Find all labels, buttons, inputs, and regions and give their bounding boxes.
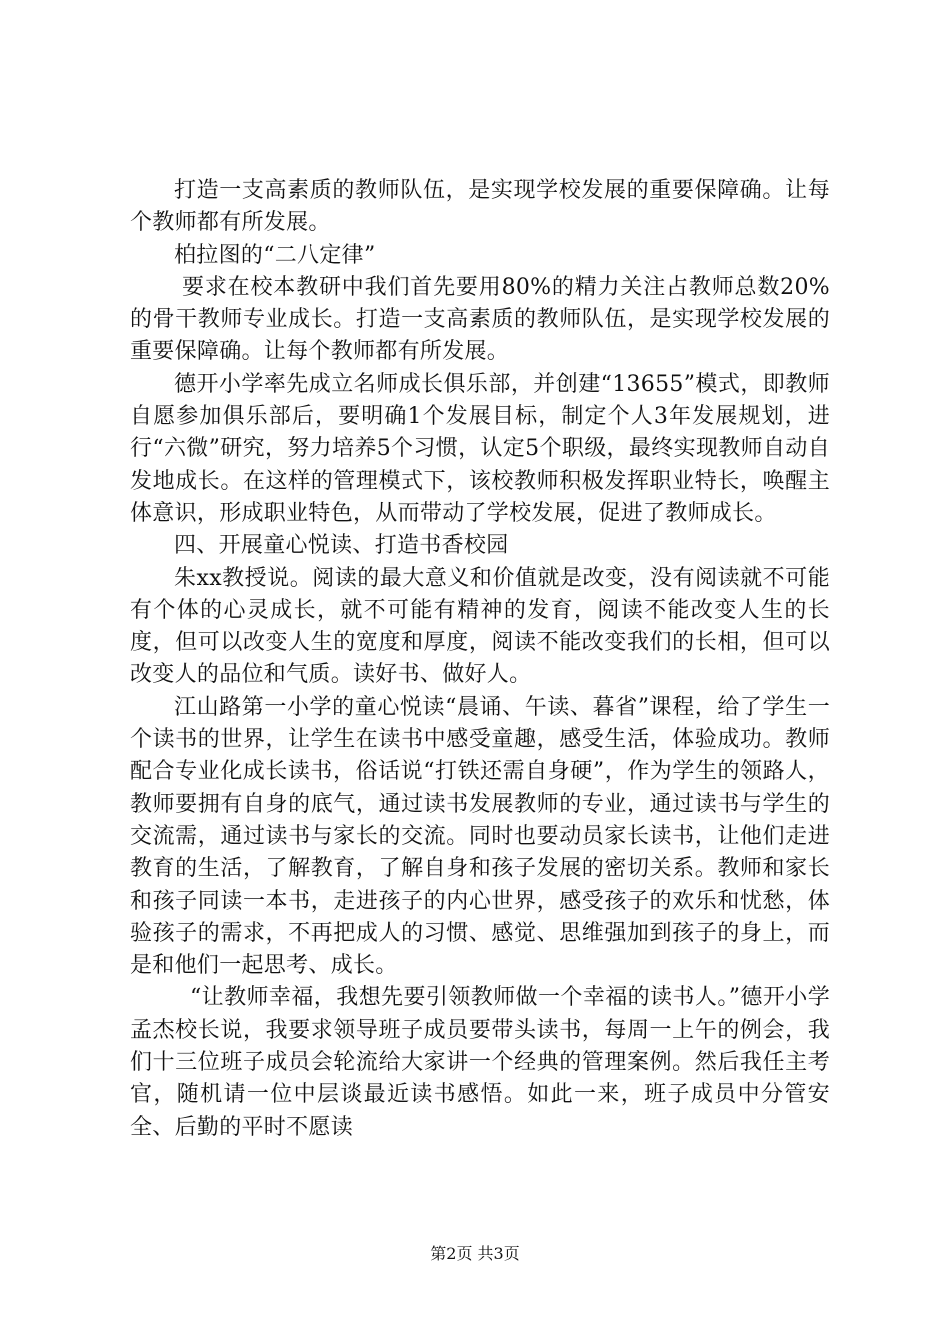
paragraph-pareto-body: 要求在校本教研中我们首先要用80%的精力关注占教师总数20%的骨干教师专业成长。打造一支高素质的教师队伍，是实现学校发展的重要保障确。让每个教师都有所发展。 <box>130 274 830 365</box>
page-number-footer: 第2页 共3页 <box>430 1244 520 1263</box>
paragraph-pareto-heading: 柏拉图的“二八定律” <box>174 242 376 268</box>
paragraph-principal-quote: “让教师幸福，我想先要引领教师做一个幸福的读书人。”德开小学孟杰校长说，我要求领导班子成员要带头读书，每周一上午的例会，我们十三位班子成员会轮流给大家讲一个经典的管理案例。然后我任主考官，随机请一位中层谈最近读书感悟。如此一来，班子成员中分管安全、后勤的平时不愿读 <box>130 985 830 1140</box>
paragraph-teacher-team: 打造一支高素质的教师队伍，是实现学校发展的重要保障确。让每个教师都有所发展。 <box>130 178 830 236</box>
paragraph-dekai-club: 德开小学率先成立名师成长俱乐部，并创建“13655”模式，即教师自愿参加俱乐部后，要明确1个发展目标，制定个人3年发展规划，进行“六微”研究，努力培养5个习惯，认定5个职级，最终实现教师自动自发地成长。在这样的管理模式下，该校教师积极发挥职业特长，唤醒主体意识，形成职业特色，从而带动了学校发展，促进了教师成长。 <box>130 371 830 526</box>
paragraph-reading-meaning: 朱xx教授说。阅读的最大意义和价值就是改变，没有阅读就不可能有个体的心灵成长，就不可能有精神的发育，阅读不能改变人生的长度，但可以改变人生的宽度和厚度，阅读不能改变我们的长相，但可以改变人的品位和气质。读好书、做好人。 <box>130 565 830 688</box>
section-heading-reading: 四、开展童心悦读、打造书香校园 <box>174 533 509 559</box>
document-body <box>130 175 830 1144</box>
paragraph-jiangshan-school: 江山路第一小学的童心悦读“晨诵、午读、暮省”课程，给了学生一个读书的世界，让学生在读书中感受童趣，感受生活，体验成功。教师配合专业化成长读书，俗话说“打铁还需自身硬”，作为学生的领路人，教师要拥有自身的底气，通过读书发展教师的专业，通过读书与学生的交流需，通过读书与家长的交流。同时也要动员家长读书，让他们走进教育的生活，了解教育，了解自身和孩子发展的密切关系。教师和家长和孩子同读一本书，走进孩子的内心世界，感受孩子的欢乐和忧愁，体验孩子的需求，不再把成人的习惯、感觉、思维强加到孩子的身上，而是和他们一起思考、成长。 <box>130 694 830 979</box>
